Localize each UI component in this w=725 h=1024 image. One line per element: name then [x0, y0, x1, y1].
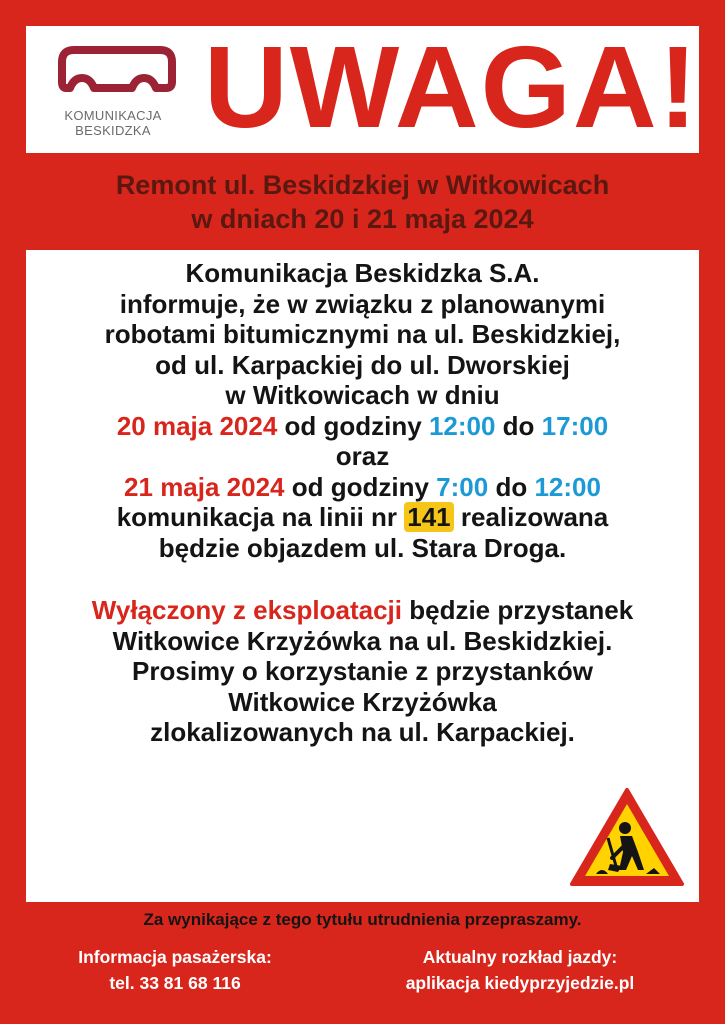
day2-to-text: do [488, 471, 535, 502]
notice-line: robotami bitumicznymi na ul. Beskidzkiej, [104, 319, 621, 349]
notice-line: w Witkowicach w dniu [225, 380, 500, 410]
passenger-info-phone: tel. 33 81 68 116 [109, 973, 241, 993]
subtitle-line-2: w dniach 20 i 21 maja 2024 [191, 204, 534, 234]
subtitle-line-1: Remont ul. Beskidzkiej w Witkowicach [115, 170, 610, 200]
timetable-label: Aktualny rozkład jazdy: [422, 947, 618, 967]
day1-date: 20 maja 2024 [116, 410, 278, 441]
detour-info: będzie objazdem ul. Stara Droga. [158, 532, 567, 563]
passenger-info [40, 944, 310, 996]
logo-line-1: KOMUNIKACJA [64, 108, 162, 123]
day1-from-text: od godziny [277, 410, 429, 441]
day1-to-text: do [495, 410, 542, 441]
notice-line: Komunikacja Beskidzka S.A. [185, 258, 540, 288]
stop-line: Prosimy o korzystanie z przystanków [132, 656, 593, 686]
day1-to-time: 17:00 [541, 410, 609, 441]
stop-line: zlokalizowanych na ul. Karpackiej. [150, 717, 575, 747]
day2-to-time: 12:00 [534, 471, 601, 502]
road-works-warning-icon [568, 786, 686, 888]
day2-from-time: 7:00 [436, 471, 489, 502]
notice-line: informuje, że w związku z planowanymi [119, 288, 606, 319]
notice-body [26, 258, 699, 748]
timetable-info [365, 944, 675, 996]
route-line [26, 502, 699, 533]
day2-date: 21 maja 2024 [124, 471, 285, 502]
subtitle-band [26, 153, 699, 250]
day2-from-text: od godziny [284, 471, 437, 502]
route-suffix: realizowana [453, 502, 609, 532]
notice-line: od ul. Karpackiej do ul. Dworskiej [155, 349, 570, 380]
route-number-badge: 141 [404, 502, 453, 532]
day2-schedule [26, 472, 699, 503]
stop-line: Witkowice Krzyżówka [228, 686, 497, 717]
header [26, 22, 700, 153]
stop-line: Witkowice Krzyżówka na ul. Beskidzkiej. [112, 625, 613, 656]
day1-schedule [26, 411, 699, 442]
passenger-info-label: Informacja pasażerska: [78, 947, 272, 967]
timetable-app: aplikacja kiedyprzyjedzie.pl [405, 973, 635, 993]
conjunction: oraz [335, 441, 390, 471]
route-prefix: komunikacja na linii nr [116, 502, 405, 532]
footer-apology: Za wynikające z tego tytułu utrudnienia przepraszamy. [143, 910, 582, 929]
excluded-label: Wyłączony z eksploatacji [91, 595, 402, 625]
logo-text [48, 108, 178, 138]
bus-outline-icon [48, 42, 178, 102]
excluded-stop [26, 595, 699, 626]
page-title: UWAGA! [204, 22, 700, 152]
excluded-rest: będzie przystanek [402, 595, 634, 625]
logo [48, 42, 178, 147]
day1-from-time: 12:00 [428, 410, 496, 441]
logo-line-2: BESKIDZKA [75, 123, 151, 138]
poster-content [26, 22, 700, 902]
